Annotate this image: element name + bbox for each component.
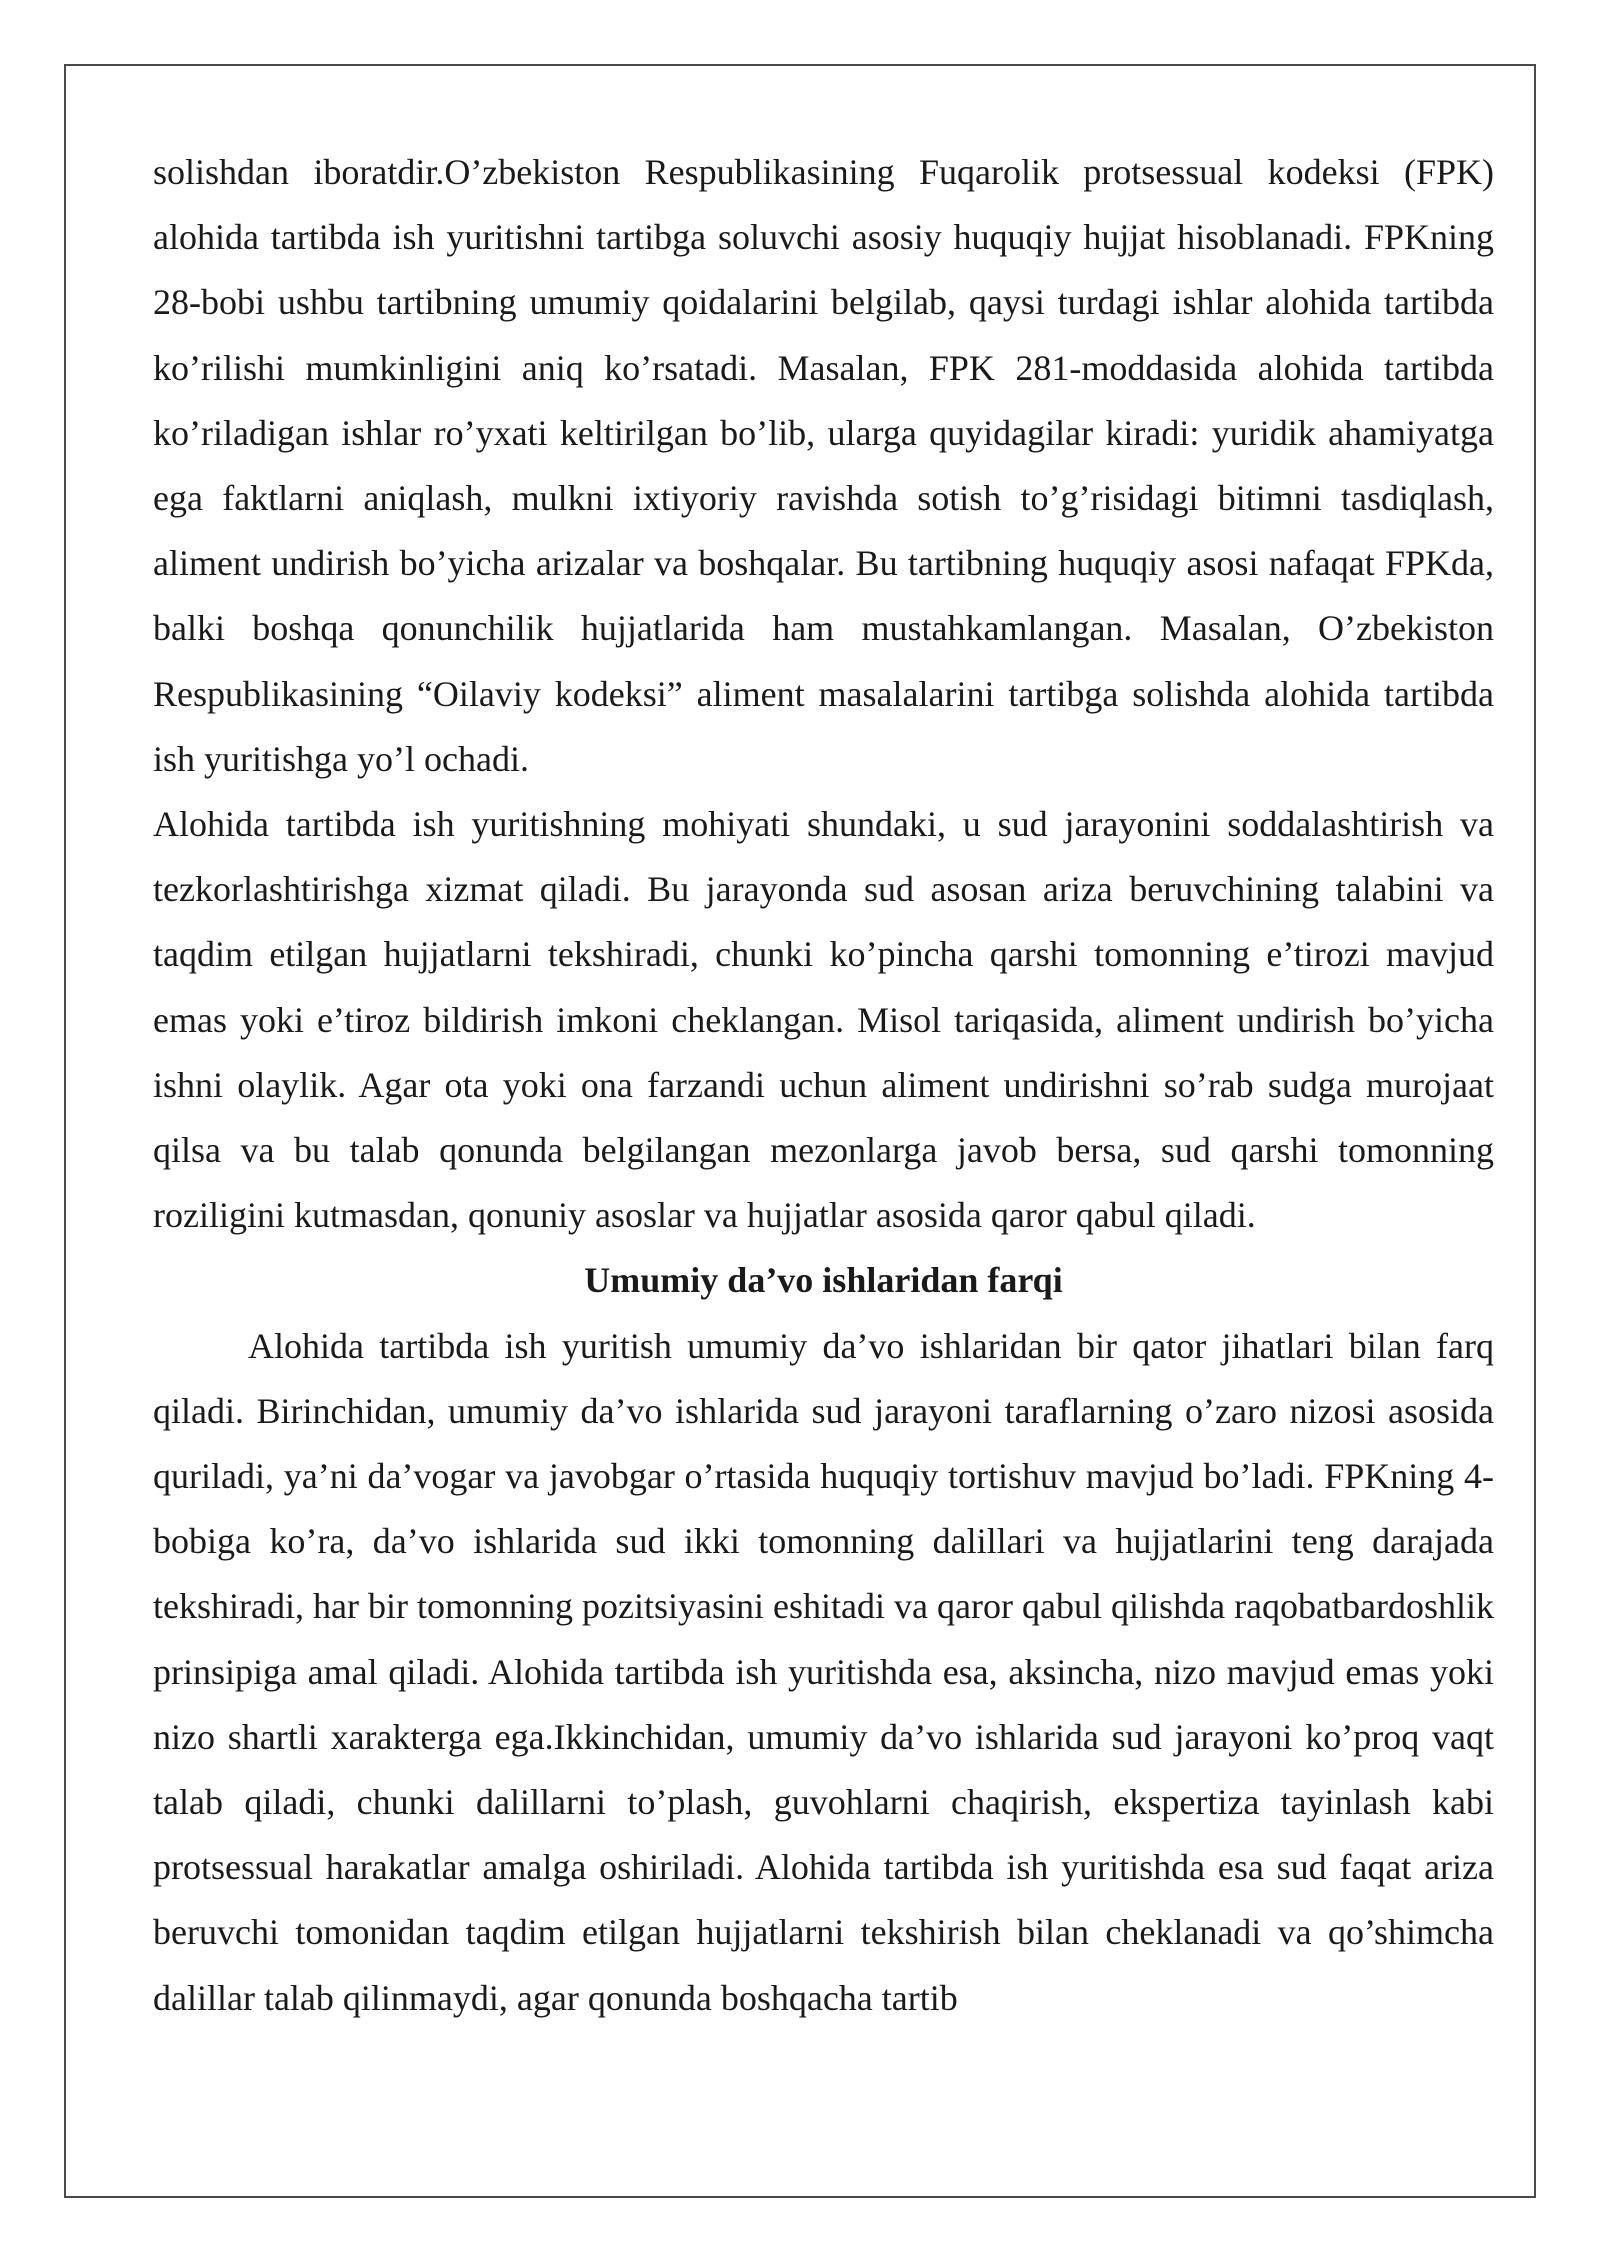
paragraph-essence: Alohida tartibda ish yuritishning mohiyati shundaki, u sud jarayonini soddalashtirish va tezkorlashtirishga xizmat qiladi. Bu jarayonda sud asosan ariza beruvchining talabini va taqdim etilgan hujjatlarni tekshiradi, chunki ko’pincha qarshi tomonning e’tirozi mavjud emas yoki e’tiroz bildirish imkoni cheklangan. Misol tariqasida, aliment undirish bo’yicha ishni olaylik. Agar ota yoki ona farzandi uchun aliment undirishni so’rab sudga murojaat qilsa va bu talab qonunda belgilangan mezonlarga javob bersa, sud qarshi tomonning roziligini kutmasdan, qonuniy asoslar va hujjatlar asosida qaror qabul qiladi. xyxy=(153,804,1494,1236)
document-body xyxy=(153,140,1494,2031)
paragraph-fpk-legal-basis: solishdan iboratdir.O’zbekiston Respublikasining Fuqarolik protsessual kodeksi (FPK) alohida tartibda ish yuritishni tartibga soluvchi asosiy huquqiy hujjat hisoblanadi. FPKning 28-bobi ushbu tartibning umumiy qoidalarini belgilab, qaysi turdagi ishlar alohida tartibda ko’rilishi mumkinligini aniq ko’rsatadi. Masalan, FPK 281-moddasida alohida tartibda ko’riladigan ishlar ro’yxati keltirilgan bo’lib, ularga quyidagilar kiradi: yuridik ahamiyatga ega faktlarni aniqlash, mulkni ixtiyoriy ravishda sotish to’g’risidagi bitimni tasdiqlash, aliment undirish bo’yicha arizalar va boshqalar. Bu tartibning huquqiy asosi nafaqat FPKda, balki boshqa qonunchilik hujjatlarida ham mustahkamlangan. Masalan, O’zbekiston Respublikasining “Oilaviy kodeksi” aliment masalalarini tartibga solishda alohida tartibda ish yuritishga yo’l ochadi. xyxy=(153,152,1494,779)
section-heading: Umumiy da’vo ishlaridan farqi xyxy=(584,1260,1063,1301)
paragraph-differences: Alohida tartibda ish yuritish umumiy da’vo ishlaridan bir qator jihatlari bilan farq qiladi. Birinchidan, umumiy da’vo ishlarida sud jarayoni taraflarning o’zaro nizosi asosida quriladi, ya’ni da’vogar va javobgar o’rtasida huquqiy tortishuv mavjud bo’ladi. FPKning 4-bobiga ko’ra, da’vo ishlarida sud ikki tomonning dalillari va hujjatlarini teng darajada tekshiradi, har bir tomonning pozitsiyasini eshitadi va qaror qabul qilishda raqobatbardoshlik prinsipiga amal qiladi. Alohida tartibda ish yuritishda esa, aksincha, nizo mavjud emas yoki nizo shartli xarakterga ega.Ikkinchidan, umumiy da’vo ishlarida sud jarayoni ko’proq vaqt talab qiladi, chunki dalillarni to’plash, guvohlarni chaqirish, ekspertiza tayinlash kabi protsessual harakatlar amalga oshiriladi. Alohida tartibda ish yuritishda esa sud faqat ariza beruvchi tomonidan taqdim etilgan hujjatlarni tekshirish bilan cheklanadi va qo’shimcha dalillar talab qilinmaydi, agar qonunda boshqacha tartib xyxy=(153,1325,1494,2018)
